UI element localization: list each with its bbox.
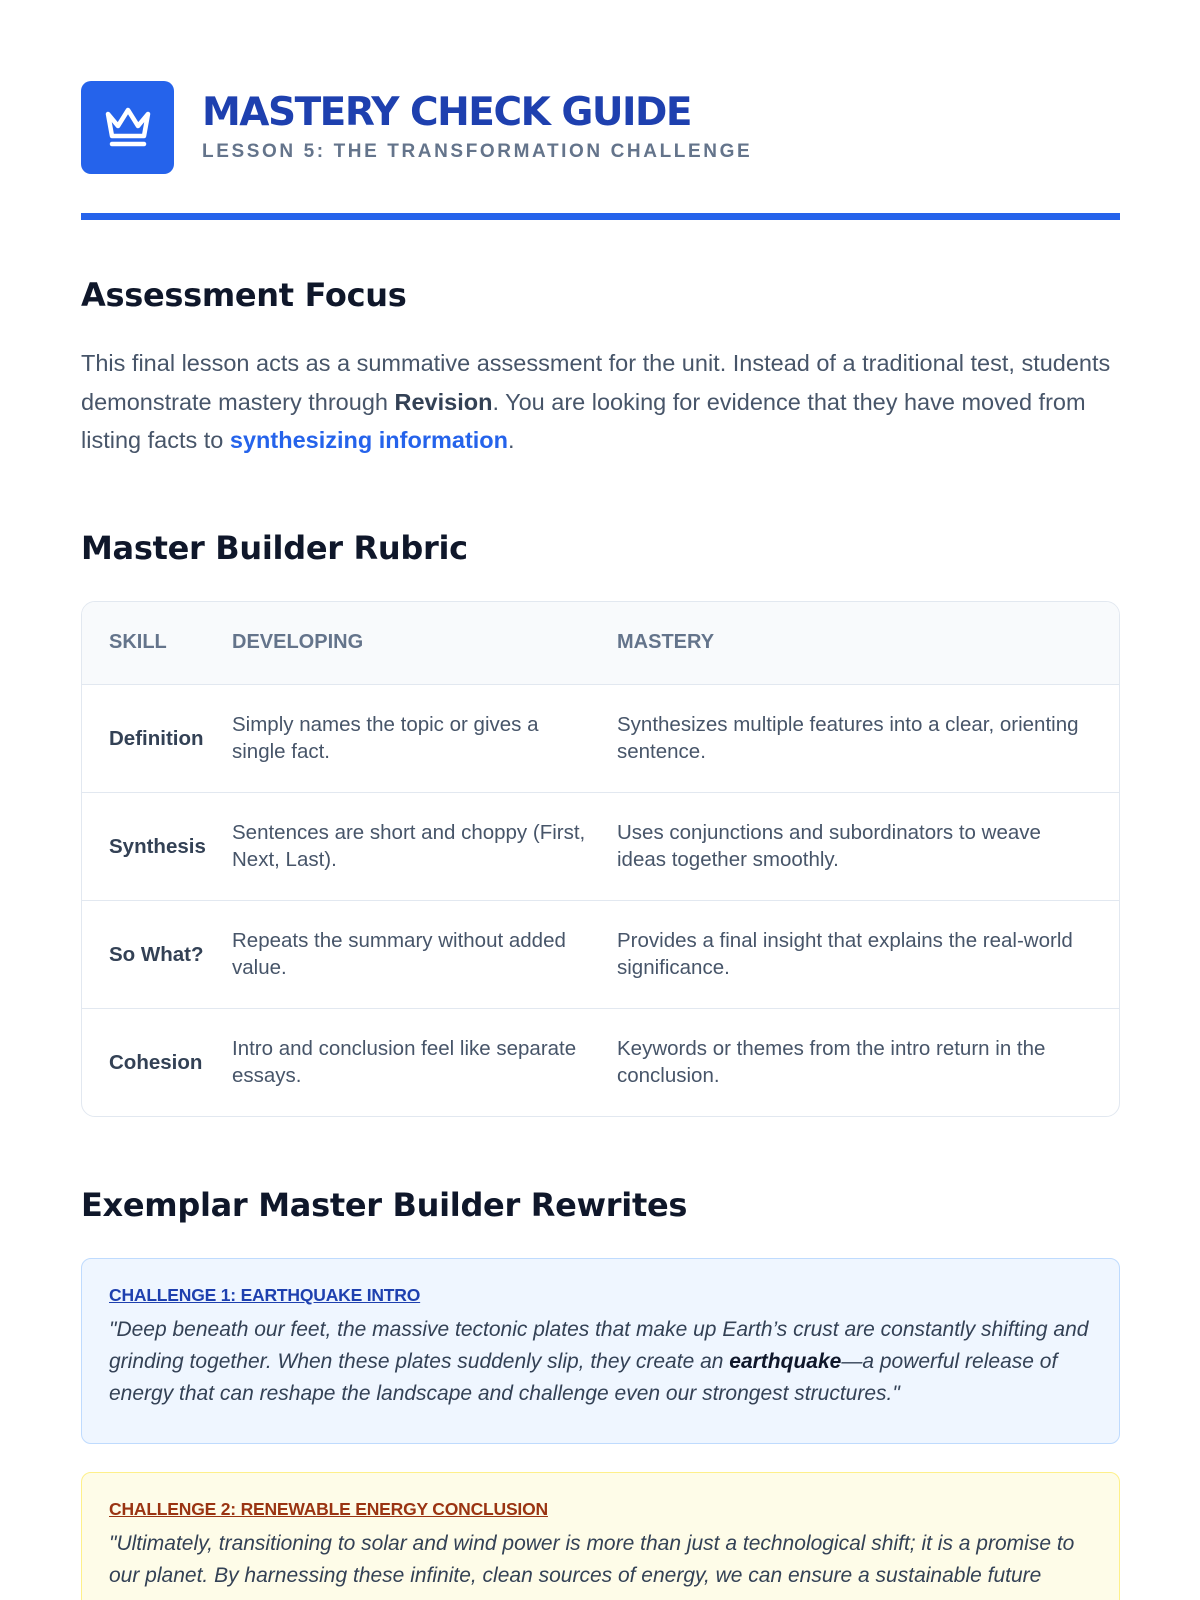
mastery-cell: Synthesizes multiple features into a clear, orienting sentence. <box>617 684 1119 792</box>
page-title: MASTERY CHECK GUIDE <box>202 90 692 135</box>
header <box>81 80 1120 174</box>
rubric-table <box>81 601 1120 1117</box>
focus-text-part: . You are looking for evidence that they have moved from listing facts to <box>81 388 1086 453</box>
developing-cell: Repeats the summary without added value. <box>232 900 617 1008</box>
focus-text-part: This final lesson acts as a summative assessment for the unit. Instead of a traditional test, students demonstrate mastery through <box>81 350 1111 415</box>
assessment-focus-heading: Assessment Focus <box>81 276 407 314</box>
table-row <box>82 1008 1119 1116</box>
rubric-header-row <box>82 602 1119 684</box>
exemplar-heading: Exemplar Master Builder Rewrites <box>81 1186 688 1224</box>
assessment-focus-text <box>81 344 1120 460</box>
page-subtitle: LESSON 5: THE TRANSFORMATION CHALLENGE <box>202 141 753 162</box>
focus-bold-term: Revision <box>394 388 493 415</box>
mastery-cell: Keywords or themes from the intro return in the conclusion. <box>617 1037 1046 1088</box>
challenge-1-card <box>81 1258 1120 1444</box>
focus-highlight-term: synthesizing information <box>229 427 509 453</box>
header-divider <box>81 213 1120 220</box>
challenge-2-quote: "Ultimately, transitioning to solar and wind power is more than just a technological shift; it is a promise to our planet. By harnessing these infinite, clean sources of energy, we can ensure a sustainable future <box>109 1532 1075 1587</box>
quote-part: "Deep beneath our feet, the massive tectonic plates that make up Earth’s crust are constantly shifting and grinding together. When these plates suddenly slip, they create an <box>109 1318 1089 1373</box>
developing-cell: Sentences are short and choppy (First, Next, Last). <box>232 792 617 900</box>
rubric-heading: Master Builder Rubric <box>81 529 468 567</box>
title-block <box>202 91 752 163</box>
table-row <box>82 900 1119 1008</box>
mastery-cell: Uses conjunctions and subordinators to weave ideas together smoothly. <box>617 792 1119 900</box>
skill-cell: Synthesis <box>82 792 232 900</box>
page <box>81 80 1120 1587</box>
focus-text-part: . <box>508 427 515 453</box>
crown-icon <box>103 104 153 150</box>
quote-part: —a powerful release of energy that can reshape the landscape and challenge even our strongest structures." <box>109 1350 1058 1405</box>
challenge-1-label: CHALLENGE 1: EARTHQUAKE INTRO <box>109 1285 421 1305</box>
challenge-1-quote <box>109 1314 1092 1410</box>
column-header-mastery: MASTERY <box>617 602 1119 684</box>
table-row <box>82 684 1119 792</box>
developing-cell: Simply names the topic or gives a single fact. <box>232 684 617 792</box>
skill-cell: Definition <box>82 684 232 792</box>
table-row <box>82 792 1119 900</box>
challenge-2-label: CHALLENGE 2: RENEWABLE ENERGY CONCLUSION <box>109 1499 548 1519</box>
challenge-2-card <box>81 1472 1120 1600</box>
logo <box>81 81 174 174</box>
quote-bold-term: earthquake <box>729 1350 842 1373</box>
column-header-skill: SKILL <box>82 602 232 684</box>
developing-cell: Intro and conclusion feel like separate essays. <box>232 1037 577 1088</box>
skill-cell: So What? <box>82 900 232 1008</box>
column-header-developing: DEVELOPING <box>232 602 617 684</box>
skill-cell: Cohesion <box>109 1050 203 1074</box>
mastery-cell: Provides a final insight that explains the real-world significance. <box>617 900 1119 1008</box>
